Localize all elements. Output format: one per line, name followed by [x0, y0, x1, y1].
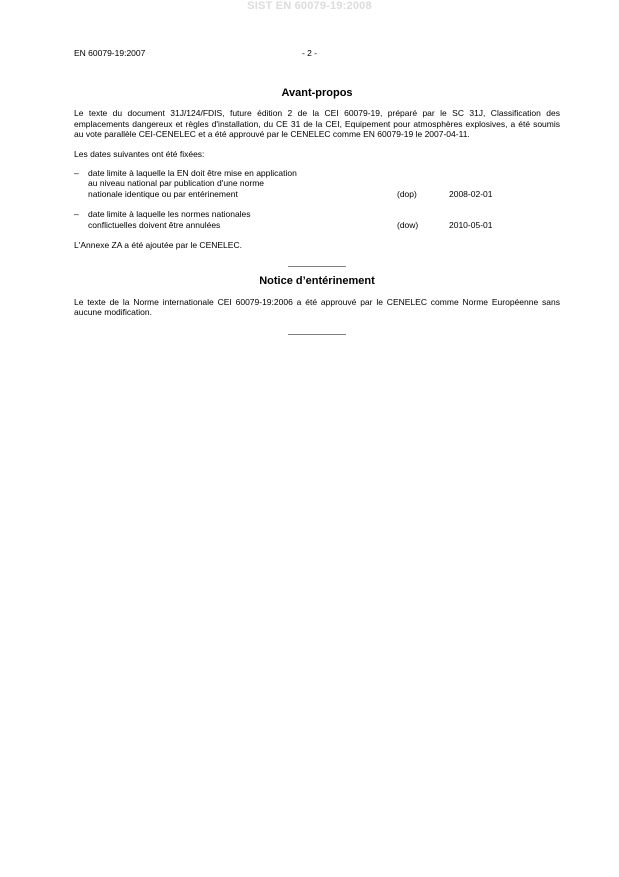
dates-intro: Les dates suivantes ont été fixées:: [74, 148, 205, 159]
date-item-text: [88, 209, 388, 230]
endorsement-title: Notice d’entérinement: [259, 275, 375, 288]
page-number: - 2 -: [301, 48, 318, 58]
date-item-dop: [74, 168, 560, 199]
page-content: [74, 88, 560, 335]
date-item-line: conflictuelles doivent être annulées: [88, 219, 221, 230]
document-id: EN 60079-19:2007: [74, 48, 146, 58]
foreword-paragraph: Le texte du document 31J/124/FDIS, future édition 2 de la CEI 60079-19, préparé par le SC 31J, Classification des emplacements dangereux et règles d'installation, du CE 31 de la CEI, Equipement pour atmosphères explosives, a été soumis au vote parallèle CEI-CENELEC et a été approuvé par le CENELEC comme EN 60079-19 le 2007-04-11.: [74, 108, 560, 140]
watermark: SIST EN 60079-19:2008: [247, 0, 372, 12]
date-value: 2010-05-01: [449, 219, 493, 230]
date-item-line: date limite à laquelle les normes nationales: [88, 209, 251, 220]
date-value: 2008-02-01: [449, 188, 493, 199]
dates-list: [74, 168, 560, 230]
date-item-line: date limite à laquelle la EN doit être mise en application: [88, 168, 297, 179]
date-item-line: nationale identique ou par entérinement: [88, 188, 238, 199]
list-dash: –: [74, 168, 79, 179]
endorsement-paragraph: Le texte de la Norme internationale CEI 60079-19:2006 a été approuvé par le CENELEC comme Norme Européenne sans aucune modification.: [74, 296, 560, 318]
end-divider: [288, 334, 346, 335]
date-code: (dow): [397, 219, 419, 230]
date-code: (dop): [397, 188, 417, 199]
date-item-dow: [74, 209, 560, 230]
section-divider: [288, 266, 346, 267]
annex-note: L'Annexe ZA a été ajoutée par le CENELEC.: [74, 240, 242, 251]
date-item-text: [88, 168, 388, 199]
foreword-title: Avant-propos: [281, 87, 353, 99]
list-dash: –: [74, 209, 79, 220]
date-item-line: au niveau national par publication d'une norme: [88, 178, 264, 189]
